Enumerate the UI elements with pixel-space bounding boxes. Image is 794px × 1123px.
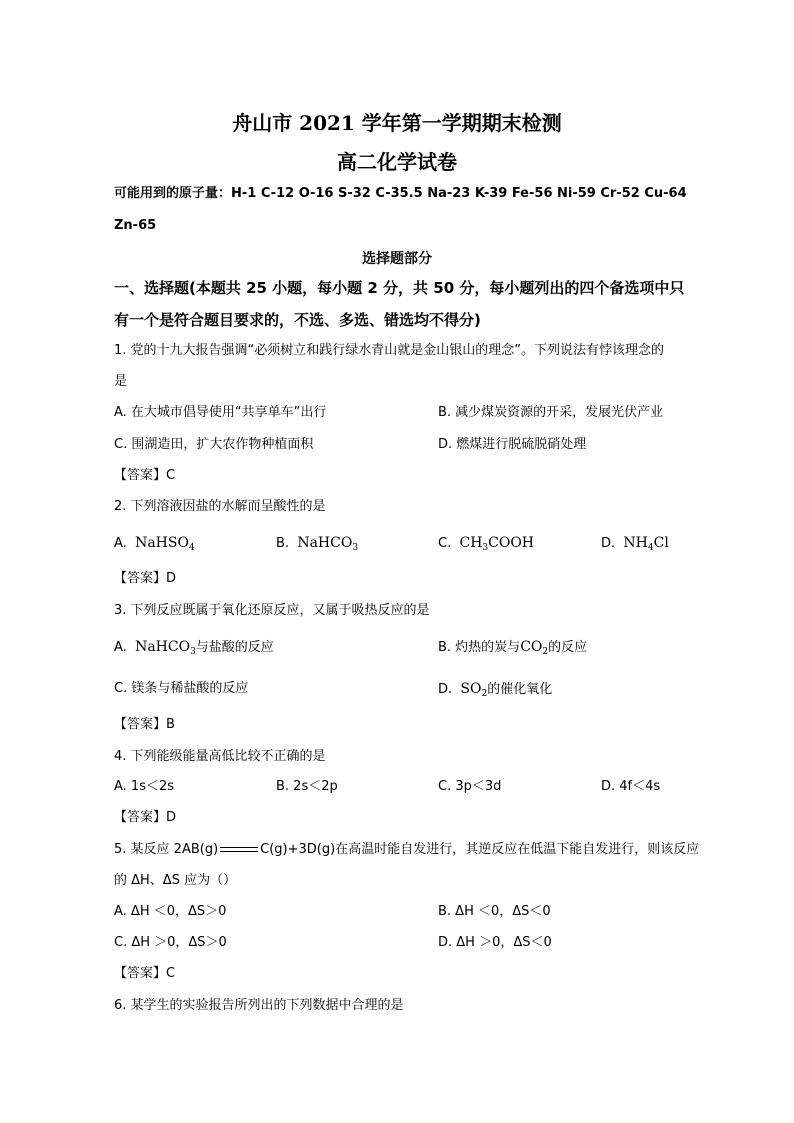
stem-text: C(g)+3D(g)在高温时能自发进行，其逆反应在低温下能自发进行，则该反应 bbox=[260, 842, 700, 857]
option-label: D. bbox=[601, 536, 616, 551]
q2-option-c bbox=[438, 535, 534, 556]
option-label: D. bbox=[438, 682, 453, 697]
option-label: A. bbox=[114, 640, 127, 655]
q5-stem-line-1 bbox=[114, 842, 699, 858]
option-text: 与盐酸的反应 bbox=[195, 640, 274, 655]
q3-answer bbox=[114, 717, 175, 733]
q3-stem: 3. 下列反应既属于氧化还原反应，又属于吸热反应的是 bbox=[114, 603, 430, 618]
option-label: A. bbox=[114, 536, 127, 551]
formula: $CH_3COOH$ bbox=[459, 535, 535, 553]
answer-value: D bbox=[166, 571, 177, 586]
formula: NaHCO$_3$ bbox=[297, 535, 359, 553]
equilibrium-arrow-icon bbox=[220, 846, 258, 854]
atomic-mass-line-1: 可能用到的原子量：H-1 C-12 O-16 S-32 C-35.5 Na-23 K-39 Fe-56 Ni-59 Cr-52 Cu-64 bbox=[114, 186, 687, 201]
stem-text: 5. 某反应 2AB(g) bbox=[114, 842, 219, 857]
formula: $NH_4Cl$ bbox=[623, 535, 669, 553]
answer-label: 【答案】 bbox=[114, 966, 167, 981]
q5-answer bbox=[114, 966, 175, 982]
formula: NaHSO$_4$ bbox=[135, 535, 195, 553]
answer-value: B bbox=[166, 717, 175, 732]
answer-value: D bbox=[166, 810, 177, 825]
option-text: B. 灼热的炭与 bbox=[438, 640, 521, 655]
q4-option-a: A. 1s＜2s bbox=[114, 779, 175, 794]
option-text: 的催化氧化 bbox=[487, 682, 553, 697]
q1-answer bbox=[114, 468, 175, 484]
q5-stem-line-2: 的 ΔH、ΔS 应为（） bbox=[114, 873, 237, 888]
answer-value: C bbox=[166, 966, 176, 981]
formula: $CO_2$ bbox=[520, 639, 549, 657]
q1-stem-line-2: 是 bbox=[114, 374, 128, 389]
q4-option-b: B. 2s＜2p bbox=[276, 779, 338, 794]
q1-option-b: B. 减少煤炭资源的开采，发展光伏产业 bbox=[438, 405, 664, 420]
q3-option-b bbox=[438, 639, 587, 660]
exam-title: 舟山市 2021 学年第一学期期末检测 bbox=[232, 111, 562, 135]
answer-label: 【答案】 bbox=[114, 468, 167, 483]
q1-option-a: A. 在大城市倡导使用“共享单车”出行 bbox=[114, 405, 327, 420]
q6-stem: 6. 某学生的实验报告所列出的下列数据中合理的是 bbox=[114, 998, 404, 1013]
formula: NaHCO$_3$ bbox=[135, 639, 196, 657]
formula: $SO_2$ bbox=[460, 681, 488, 699]
q3-option-a bbox=[114, 639, 274, 660]
q5-option-d: D. ΔH ＞0，ΔS＜0 bbox=[438, 935, 552, 950]
q2-stem: 2. 下列溶液因盐的水解而呈酸性的是 bbox=[114, 499, 326, 514]
exam-subtitle: 高二化学试卷 bbox=[337, 150, 457, 174]
q1-stem-line-1: 1. 党的十九大报告强调“必须树立和践行绿水青山就是金山银山的理念”。下列说法有悖该理念的 bbox=[114, 343, 665, 358]
q3-option-c: C. 镁条与稀盐酸的反应 bbox=[114, 681, 249, 696]
answer-label: 【答案】 bbox=[114, 717, 167, 732]
option-label: C. bbox=[438, 536, 452, 551]
q1-option-d: D. 燃煤进行脱硫脱硝处理 bbox=[438, 437, 587, 452]
q5-option-a: A. ΔH ＜0，ΔS＞0 bbox=[114, 904, 227, 919]
q4-option-c: C. 3p＜3d bbox=[438, 779, 502, 794]
q2-answer bbox=[114, 571, 176, 587]
q2-option-a bbox=[114, 535, 195, 556]
atomic-mass-line-2: Zn-65 bbox=[114, 218, 157, 233]
q2-option-d bbox=[601, 535, 669, 556]
q4-stem: 4. 下列能级能量高低比较不正确的是 bbox=[114, 749, 326, 764]
q2-option-b bbox=[276, 535, 358, 556]
section-title: 选择题部分 bbox=[362, 251, 432, 267]
q1-option-c: C. 围湖造田，扩大农作物种植面积 bbox=[114, 437, 314, 452]
q4-option-d: D. 4f＜4s bbox=[601, 779, 661, 794]
answer-label: 【答案】 bbox=[114, 810, 167, 825]
q4-answer bbox=[114, 810, 176, 826]
answer-value: C bbox=[166, 468, 176, 483]
q5-option-c: C. ΔH ＞0，ΔS＞0 bbox=[114, 935, 227, 950]
option-text: 的反应 bbox=[548, 640, 588, 655]
q3-option-d bbox=[438, 681, 552, 702]
option-label: B. bbox=[276, 536, 290, 551]
section1-instruction-1: 一、选择题(本题共 25 小题，每小题 2 分，共 50 分，每小题列出的四个备选项中只 bbox=[114, 279, 685, 297]
q5-option-b: B. ΔH ＜0，ΔS＜0 bbox=[438, 904, 551, 919]
section1-instruction-2: 有一个是符合题目要求的，不选、多选、错选均不得分) bbox=[114, 311, 481, 329]
answer-label: 【答案】 bbox=[114, 571, 167, 586]
